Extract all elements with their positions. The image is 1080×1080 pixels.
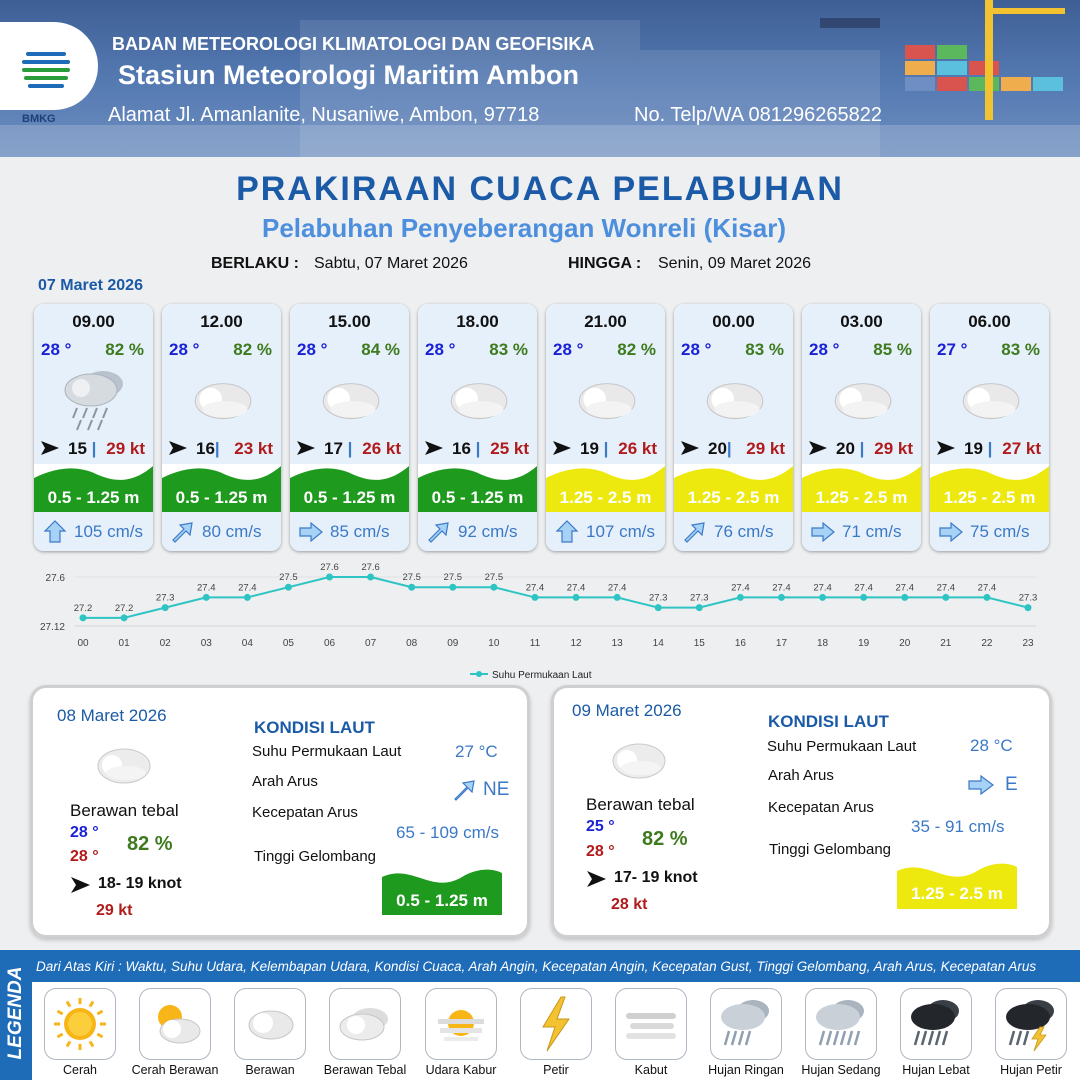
data-label: 27.4	[566, 582, 586, 594]
card-wind-speed	[324, 439, 357, 459]
forecast-card	[162, 304, 281, 551]
x-tick-label: 00	[77, 638, 89, 649]
day2-wave-value: 0.5 - 1.25 m	[396, 891, 488, 910]
data-point	[121, 614, 128, 621]
card-time: 18.00	[456, 312, 499, 331]
valid-from-label: BERLAKU :	[211, 255, 299, 272]
valid-from-value: Sabtu, 07 Maret 2026	[314, 255, 468, 272]
cloud-icon	[546, 364, 665, 432]
current-arrow-icon	[682, 520, 708, 544]
card-current	[674, 512, 793, 551]
forecast-card	[930, 304, 1049, 551]
legend-label: Kabut	[634, 1063, 668, 1077]
legend-label: Udara Kabur	[425, 1063, 497, 1077]
card-gust: 27 kt	[1002, 439, 1041, 458]
card-wave-height: 0.5 - 1.25 m	[47, 488, 140, 507]
day2-wave-label: Tinggi Gelombang	[254, 848, 377, 865]
legend-label: Suhu Permukaan Laut	[492, 670, 592, 681]
current-arrow-icon	[42, 520, 68, 544]
card-wave-height: 1.25 - 2.5 m	[559, 488, 652, 507]
day2-dir-value: NE	[483, 779, 510, 800]
data-point	[819, 594, 826, 601]
card-current-speed: 71 cm/s	[842, 522, 902, 541]
card-temp: 27 °	[937, 340, 968, 359]
data-label: 27.4	[238, 582, 257, 594]
fog-icon	[615, 988, 687, 1060]
card-temp: 28 °	[425, 340, 456, 359]
card-humidity: 82 %	[617, 340, 656, 359]
wind-arrow-icon	[70, 876, 92, 894]
card-wave-height: 1.25 - 2.5 m	[943, 488, 1036, 507]
card-wind-separator: |	[982, 439, 998, 458]
card-wave-height: 0.5 - 1.25 m	[431, 488, 524, 507]
day2-gust: 29 kt	[96, 902, 133, 919]
day1-date: 07 Maret 2026	[38, 277, 143, 294]
moderate-rain-icon	[805, 988, 877, 1060]
wind-arrow-icon	[40, 440, 60, 456]
card-wave-height: 0.5 - 1.25 m	[175, 488, 268, 507]
card-wind-speed	[580, 439, 613, 459]
x-tick-label: 11	[529, 638, 541, 649]
bmkg-logo	[0, 22, 98, 125]
day2-temp-max: 28 °	[70, 848, 99, 865]
data-point	[80, 614, 87, 621]
station-address: Alamat Jl. Amanlanite, Nusaniwe, Ambon, 97718	[108, 104, 540, 126]
legend-label: Hujan Ringan	[708, 1063, 784, 1077]
sst-line-chart	[30, 560, 1050, 690]
card-wind-separator: |	[86, 439, 102, 458]
data-label: 27.3	[155, 592, 175, 604]
day3-temp-min: 25 °	[586, 818, 615, 835]
light-rain-icon	[710, 988, 782, 1060]
data-label: 27.4	[525, 582, 545, 594]
card-wind-separator: |	[470, 439, 486, 458]
x-tick-label: 14	[652, 638, 664, 649]
wind-arrow-icon	[168, 440, 188, 456]
card-wave-height: 1.25 - 2.5 m	[687, 488, 780, 507]
data-point	[490, 584, 497, 591]
current-arrow-icon	[170, 520, 196, 544]
cloud-icon	[234, 988, 306, 1060]
card-wind-speed	[964, 439, 997, 459]
x-tick-label: 10	[488, 638, 500, 649]
card-gust: 25 kt	[490, 439, 529, 458]
legend-label: Hujan Lebat	[902, 1063, 970, 1077]
day3-condition: Berawan tebal	[586, 795, 695, 814]
wind-arrow-icon	[680, 440, 700, 456]
valid-to-label: HINGGA :	[568, 255, 642, 272]
data-label: 27.4	[854, 582, 873, 594]
data-label: 27.5	[402, 572, 421, 584]
card-current	[34, 512, 153, 551]
card-humidity: 82 %	[105, 340, 144, 359]
x-tick-label: 09	[447, 638, 459, 649]
card-gust: 29 kt	[746, 439, 785, 458]
card-current-speed: 80 cm/s	[202, 522, 262, 541]
card-wind-value: 16	[452, 439, 471, 458]
logo-text: BMKG	[22, 113, 56, 125]
day3-speed-value: 35 - 91 cm/s	[911, 817, 1005, 836]
data-point	[1025, 604, 1032, 611]
data-point	[449, 584, 456, 591]
x-tick-label: 08	[406, 638, 418, 649]
x-tick-label: 12	[570, 638, 582, 649]
data-point	[326, 574, 333, 581]
thunderstorm-icon	[995, 988, 1067, 1060]
legend-label: Cerah Berawan	[131, 1063, 219, 1077]
card-wind-value: 15	[68, 439, 87, 458]
card-wave-height: 1.25 - 2.5 m	[815, 488, 908, 507]
card-time: 12.00	[200, 312, 243, 331]
wind-arrow-icon	[808, 440, 828, 456]
data-point	[860, 594, 867, 601]
cloud-icon	[605, 732, 671, 782]
card-wind-value: 19	[964, 439, 983, 458]
cloud-icon	[802, 364, 921, 432]
card-wind-value: 17	[324, 439, 343, 458]
card-current-speed: 75 cm/s	[970, 522, 1030, 541]
page-subtitle: Pelabuhan Penyeberangan Wonreli (Kisar)	[262, 213, 786, 243]
day2-panel	[30, 685, 530, 938]
wind-arrow-icon	[936, 440, 956, 456]
card-time: 15.00	[328, 312, 371, 331]
card-current-speed: 85 cm/s	[330, 522, 390, 541]
card-gust: 26 kt	[362, 439, 401, 458]
card-gust: 29 kt	[106, 439, 145, 458]
data-label: 27.3	[690, 592, 709, 604]
card-current	[162, 512, 281, 551]
x-tick-label: 05	[282, 638, 294, 649]
day2-sst-value: 27 °C	[455, 742, 498, 761]
card-temp: 28 °	[809, 340, 840, 359]
card-wind-speed	[708, 439, 741, 459]
lightning-icon	[520, 988, 592, 1060]
data-point	[162, 604, 169, 611]
card-time: 03.00	[840, 312, 883, 331]
card-wind-value: 20	[708, 439, 727, 458]
valid-to-value: Senin, 09 Maret 2026	[658, 255, 811, 272]
legend-description: Dari Atas Kiri : Waktu, Suhu Udara, Kelembapan Udara, Kondisi Cuaca, Arah Angin, Kecepatan Angin, Kecepatan Gust, Tinggi Gelombang, Arah Arus, Kecepatan Arus	[32, 950, 1080, 982]
data-label: 27.4	[731, 582, 750, 594]
cloud-icon	[418, 364, 537, 432]
x-tick-label: 01	[118, 638, 130, 649]
data-label: 27.3	[1018, 592, 1038, 604]
day2-dir-label: Arah Arus	[252, 773, 318, 790]
card-temp: 28 °	[681, 340, 712, 359]
day3-dir-value: E	[1005, 774, 1018, 795]
x-tick-label: 21	[940, 638, 952, 649]
rain-cloud-icon	[34, 364, 153, 432]
data-label: 27.4	[197, 582, 216, 594]
x-tick-label: 13	[611, 638, 623, 649]
day3-wave-value: 1.25 - 2.5 m	[911, 884, 1003, 903]
data-point	[573, 594, 580, 601]
data-point	[983, 594, 990, 601]
card-wind-value: 19	[580, 439, 599, 458]
legend-marker	[476, 671, 482, 677]
data-label: 27.5	[484, 572, 504, 584]
x-tick-label: 18	[817, 638, 829, 649]
card-temp: 28 °	[41, 340, 72, 359]
legend-label: Petir	[543, 1063, 569, 1077]
forecast-card	[34, 304, 153, 551]
data-point	[696, 604, 703, 611]
page-title: PRAKIRAAN CUACA PELABUHAN	[236, 170, 844, 208]
heavy-rain-icon	[900, 988, 972, 1060]
legend-label: Berawan Tebal	[323, 1063, 407, 1077]
data-label: 27.2	[114, 602, 134, 614]
card-temp: 28 °	[297, 340, 328, 359]
day3-wind: 17- 19 knot	[614, 869, 698, 886]
data-point	[942, 594, 949, 601]
x-tick-label: 07	[365, 638, 377, 649]
current-arrow-icon	[554, 520, 580, 544]
data-label: 27.4	[936, 582, 956, 594]
data-point	[737, 594, 744, 601]
cloud-icon	[90, 737, 156, 787]
day2-sea-title: KONDISI LAUT	[254, 718, 375, 737]
thick-cloud-icon	[329, 988, 401, 1060]
current-arrow-icon	[426, 520, 452, 544]
forecast-card	[418, 304, 537, 551]
day3-sst-value: 28 °C	[970, 736, 1013, 755]
data-point	[531, 594, 538, 601]
x-tick-label: 20	[899, 638, 911, 649]
x-tick-label: 02	[159, 638, 171, 649]
card-wind-speed	[452, 439, 485, 459]
series-line	[83, 577, 1028, 618]
forecast-card	[290, 304, 409, 551]
day3-gust: 28 kt	[611, 896, 648, 913]
data-label: 27.4	[895, 582, 914, 594]
card-wind-value: 16	[196, 439, 215, 458]
x-tick-label: 04	[241, 638, 253, 649]
day2-humidity: 82 %	[127, 833, 173, 855]
current-arrow-icon	[810, 520, 836, 544]
data-label: 27.3	[648, 592, 668, 604]
data-label: 27.4	[772, 582, 791, 594]
card-current	[546, 512, 665, 551]
card-humidity: 85 %	[873, 340, 912, 359]
card-wave-height: 0.5 - 1.25 m	[303, 488, 396, 507]
day3-temp-max: 28 °	[586, 843, 615, 860]
card-current-speed: 107 cm/s	[586, 522, 655, 541]
card-humidity: 83 %	[745, 340, 784, 359]
cloud-icon	[162, 364, 281, 432]
data-label: 27.2	[73, 602, 93, 614]
card-current	[930, 512, 1049, 551]
data-label: 27.5	[279, 572, 298, 584]
card-temp: 28 °	[553, 340, 584, 359]
x-tick-label: 15	[693, 638, 705, 649]
x-tick-label: 06	[323, 638, 336, 649]
card-wind-value: 20	[836, 439, 855, 458]
forecast-card	[546, 304, 665, 551]
card-humidity: 83 %	[1001, 340, 1040, 359]
wind-arrow-icon	[296, 440, 316, 456]
card-time: 06.00	[968, 312, 1011, 331]
cloud-icon	[290, 364, 409, 432]
card-current	[290, 512, 409, 551]
card-gust: 29 kt	[874, 439, 913, 458]
card-wind-separator: |	[726, 439, 742, 458]
sun-icon	[44, 988, 116, 1060]
x-tick-label: 23	[1022, 638, 1034, 649]
org-name: BADAN METEOROLOGI KLIMATOLOGI DAN GEOFISIKA	[112, 34, 595, 54]
sun-cloud-icon	[139, 988, 211, 1060]
current-arrow-ne-icon	[452, 778, 478, 802]
card-wind-separator: |	[214, 439, 230, 458]
data-label: 27.6	[320, 562, 339, 573]
data-label: 27.4	[977, 582, 997, 594]
data-point	[614, 594, 621, 601]
card-time: 00.00	[712, 312, 755, 331]
current-arrow-icon	[938, 520, 964, 544]
data-point	[778, 594, 785, 601]
x-tick-label: 19	[858, 638, 870, 649]
card-gust: 26 kt	[618, 439, 657, 458]
day2-condition: Berawan tebal	[70, 801, 179, 820]
forecast-card	[674, 304, 793, 551]
data-point	[203, 594, 210, 601]
day3-speed-label: Kecepatan Arus	[768, 799, 874, 816]
card-current-speed: 105 cm/s	[74, 522, 143, 541]
card-wind-speed	[68, 439, 101, 459]
x-tick-label: 16	[734, 638, 746, 649]
card-time: 21.00	[584, 312, 627, 331]
station-phone: No. Telp/WA 081296265822	[634, 104, 882, 126]
data-point	[244, 594, 251, 601]
day2-date: 08 Maret 2026	[57, 706, 167, 725]
card-wind-separator: |	[598, 439, 614, 458]
cloud-icon	[674, 364, 793, 432]
data-label: 27.6	[361, 562, 380, 573]
card-wind-speed	[836, 439, 869, 459]
card-wind-separator: |	[342, 439, 358, 458]
legend-label: Cerah	[62, 1063, 98, 1077]
day3-wave-label: Tinggi Gelombang	[769, 841, 892, 858]
day2-wind: 18- 19 knot	[98, 875, 182, 892]
data-label: 27.5	[443, 572, 463, 584]
data-label: 27.4	[607, 582, 627, 594]
day2-temp-min: 28 °	[70, 824, 99, 841]
wind-arrow-icon	[586, 870, 608, 888]
legend-title: LEGENDA	[5, 966, 26, 1060]
day3-sea-title: KONDISI LAUT	[768, 712, 889, 731]
y-tick-label: 27.12	[39, 622, 65, 633]
card-humidity: 82 %	[233, 340, 272, 359]
day3-panel	[551, 685, 1052, 938]
day3-date: 09 Maret 2026	[572, 701, 682, 720]
card-current	[418, 512, 537, 551]
data-point	[655, 604, 662, 611]
wind-arrow-icon	[552, 440, 572, 456]
cloud-icon	[930, 364, 1049, 432]
wind-arrow-icon	[424, 440, 444, 456]
day2-speed-value: 65 - 109 cm/s	[396, 823, 499, 842]
day3-humidity: 82 %	[642, 828, 688, 850]
y-tick-label: 27.6	[45, 573, 65, 584]
card-time: 09.00	[72, 312, 115, 331]
legend-label: Hujan Sedang	[801, 1063, 881, 1077]
card-wind-speed	[196, 439, 229, 459]
current-arrow-icon	[298, 520, 324, 544]
data-point	[367, 574, 374, 581]
day3-sst-label: Suhu Permukaan Laut	[767, 738, 917, 755]
data-point	[408, 584, 415, 591]
legend-label: Berawan	[245, 1063, 295, 1077]
x-tick-label: 17	[775, 638, 788, 649]
haze-icon	[425, 988, 497, 1060]
card-gust: 23 kt	[234, 439, 273, 458]
card-current-speed: 76 cm/s	[714, 522, 774, 541]
x-tick-label: 22	[981, 638, 993, 649]
day2-sst-label: Suhu Permukaan Laut	[252, 743, 402, 760]
card-wind-separator: |	[854, 439, 870, 458]
station-name: Stasiun Meteorologi Maritim Ambon	[118, 60, 580, 90]
data-label: 27.4	[813, 582, 832, 594]
data-point	[901, 594, 908, 601]
card-current	[802, 512, 921, 551]
card-current-speed: 92 cm/s	[458, 522, 518, 541]
card-humidity: 84 %	[361, 340, 400, 359]
data-point	[285, 584, 292, 591]
legend-label: Hujan Petir	[1000, 1063, 1062, 1077]
day3-dir-label: Arah Arus	[768, 767, 834, 784]
card-humidity: 83 %	[489, 340, 528, 359]
x-tick-label: 03	[200, 638, 212, 649]
card-temp: 28 °	[169, 340, 200, 359]
forecast-card	[802, 304, 921, 551]
current-arrow-e-icon	[967, 775, 995, 795]
day2-speed-label: Kecepatan Arus	[252, 804, 358, 821]
